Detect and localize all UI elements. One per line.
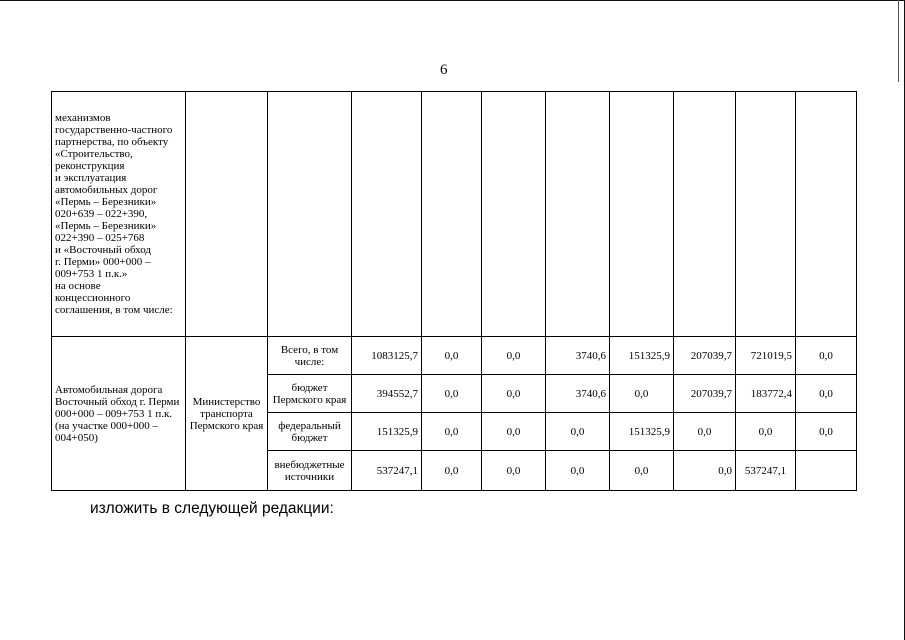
- value-cell: 0,0: [796, 413, 857, 451]
- value-cell: [796, 451, 857, 491]
- description-line: автомобильных дорог: [55, 184, 158, 196]
- value-cell: 0,0: [610, 451, 674, 491]
- value-cell: 0,0: [796, 375, 857, 413]
- description-line: «Пермь – Березники»: [55, 196, 157, 208]
- value-cell: 0,0: [422, 451, 482, 491]
- table-row: [52, 337, 857, 375]
- funding-source-cell: внебюджетные источники: [268, 451, 352, 491]
- value-cell: 3740,6: [546, 375, 610, 413]
- page-number: 6: [440, 62, 448, 78]
- empty-cell: [482, 92, 546, 337]
- description-line: 022+390 – 025+768: [55, 232, 145, 244]
- description-line: соглашения, в том числе:: [55, 304, 173, 316]
- organization-cell: Министерство транспорта Пермского края: [186, 337, 268, 491]
- empty-cell: [546, 92, 610, 337]
- empty-cell: [268, 92, 352, 337]
- description-line: концессионного: [55, 292, 131, 304]
- value-cell: 0,0: [546, 451, 610, 491]
- description-line: механизмов: [55, 112, 111, 124]
- description-line: «Пермь – Березники»: [55, 220, 157, 232]
- description-line: 020+639 – 022+390,: [55, 208, 148, 220]
- value-cell: 183772,4: [736, 375, 796, 413]
- empty-cell: [422, 92, 482, 337]
- value-cell: 0,0: [482, 375, 546, 413]
- value-cell: 0,0: [482, 451, 546, 491]
- funding-source-cell: федеральный бюджет: [268, 413, 352, 451]
- empty-cell: [352, 92, 422, 337]
- value-cell: 0,0: [736, 413, 796, 451]
- description-line: и эксплуатация: [55, 172, 127, 184]
- empty-cell: [796, 92, 857, 337]
- funding-source-cell: бюджет Пермского края: [268, 375, 352, 413]
- empty-cell: [736, 92, 796, 337]
- description-line: на основе: [55, 280, 101, 292]
- table-row-description: [52, 92, 857, 337]
- empty-cell: [186, 92, 268, 337]
- value-cell: 1083125,7: [352, 337, 422, 375]
- funding-source-cell: Всего, в том числе:: [268, 337, 352, 375]
- value-cell: 0,0: [422, 337, 482, 375]
- description-line: партнерства, по объекту: [55, 136, 169, 148]
- description-line: 009+753 1 п.к.»: [55, 268, 128, 280]
- value-cell: 151325,9: [352, 413, 422, 451]
- value-cell: 537247,1: [352, 451, 422, 491]
- empty-cell: [610, 92, 674, 337]
- budget-table: [51, 91, 857, 491]
- value-cell: 207039,7: [674, 375, 736, 413]
- description-line: «Строительство,: [55, 148, 133, 160]
- description-line: и «Восточный обход: [55, 244, 151, 256]
- value-cell: 0,0: [796, 337, 857, 375]
- road-name-cell: Автомобильная дорога Восточный обход г. Перми 000+000 – 009+753 1 п.к. (на участке 000+000 – 004+050): [52, 337, 186, 491]
- value-cell: 207039,7: [674, 337, 736, 375]
- empty-cell: [674, 92, 736, 337]
- description-line: реконструкция: [55, 160, 125, 172]
- description-line: государственно-частного: [55, 124, 173, 136]
- value-cell: 0,0: [482, 413, 546, 451]
- value-cell: 0,0: [422, 375, 482, 413]
- value-cell: 721019,5: [736, 337, 796, 375]
- value-cell: 0,0: [610, 375, 674, 413]
- value-cell: 0,0: [422, 413, 482, 451]
- value-cell: 537247,1: [736, 451, 796, 491]
- value-cell: 151325,9: [610, 337, 674, 375]
- value-cell: 0,0: [674, 413, 736, 451]
- value-cell: 151325,9: [610, 413, 674, 451]
- page-top-border: [0, 0, 905, 1]
- description-line: г. Перми» 000+000 –: [55, 256, 151, 268]
- value-cell: 394552,7: [352, 375, 422, 413]
- value-cell: 0,0: [546, 413, 610, 451]
- value-cell: 3740,6: [546, 337, 610, 375]
- object-description-cell: [52, 92, 186, 337]
- value-cell: 0,0: [482, 337, 546, 375]
- amendment-caption: изложить в следующей редакции:: [90, 500, 334, 517]
- value-cell: 0,0: [674, 451, 736, 491]
- scan-edge-mark: [898, 0, 899, 82]
